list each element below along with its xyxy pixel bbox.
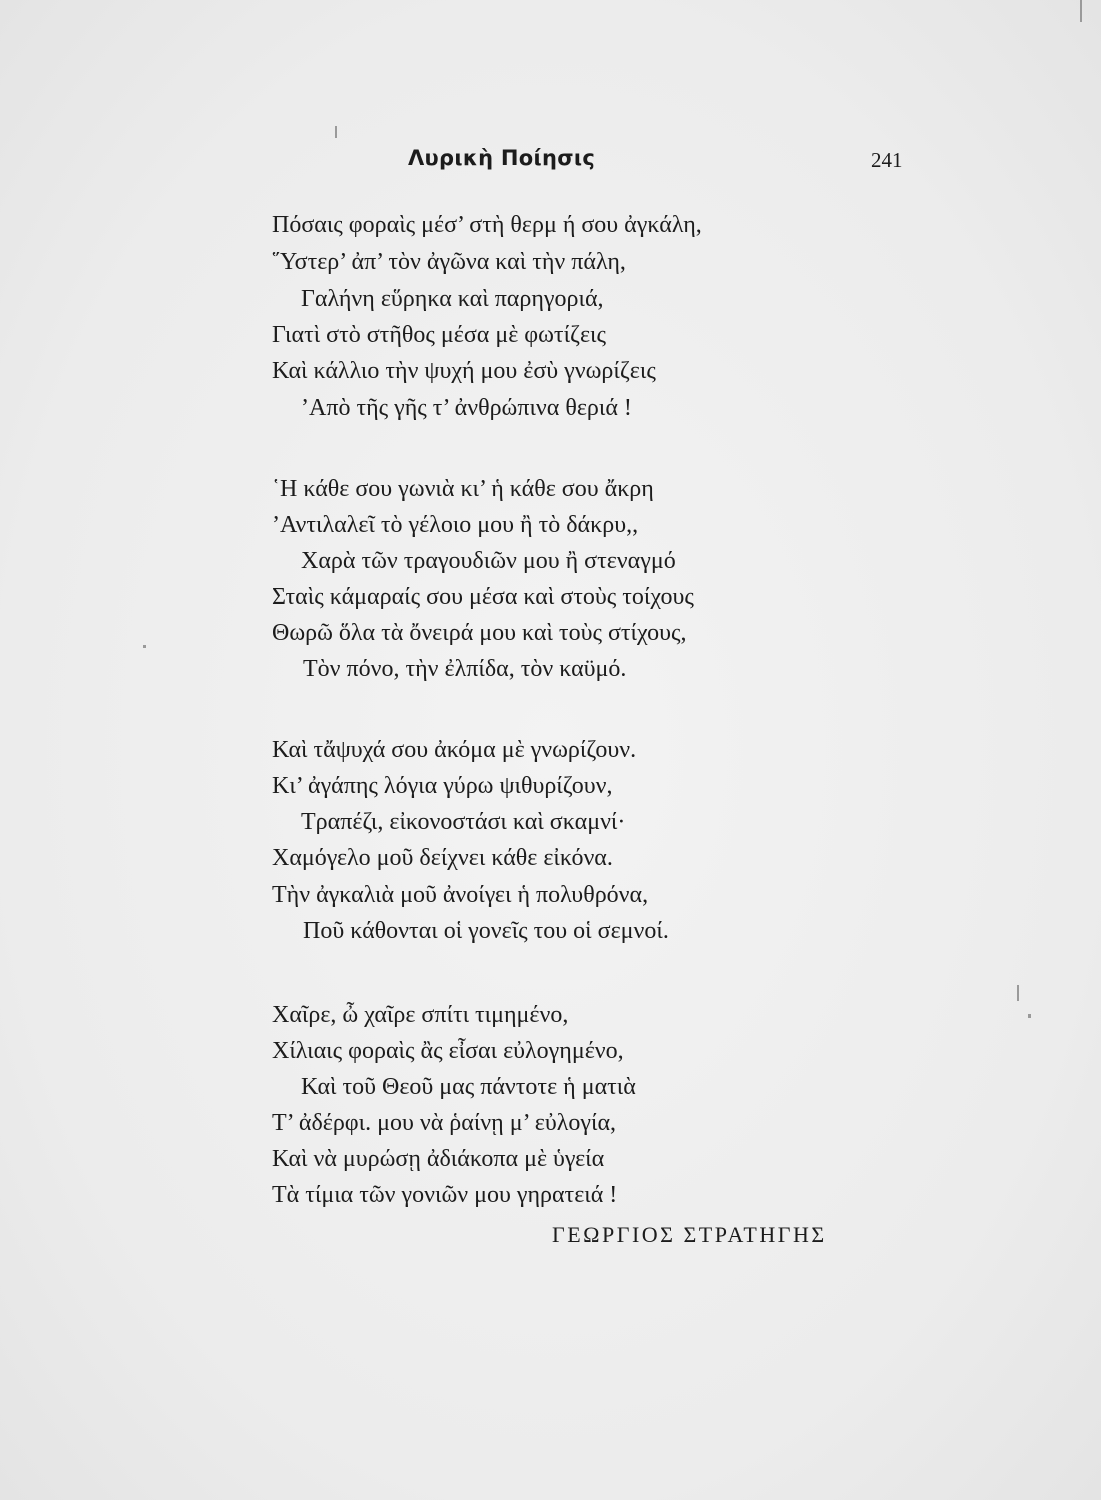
poem-line: ῞Υστερ’ ἀπ’ τὸν ἀγῶνα καὶ τὴν πάλη, [272,249,626,275]
scan-mark [1028,1014,1031,1018]
poem-line: Γιατὶ στὸ στῆθος μέσα μὲ φωτίζεις [272,322,607,348]
running-title: Λυρικὴ Ποίησις [408,146,596,170]
poem-line: Πόσαις φοραὶς μέσ’ στὴ θερμ ή σου ἀγκάλη, [272,212,702,238]
poem-line: Τὰ τίμια τῶν γονιῶν μου γηρατειά ! [272,1182,618,1208]
poem-line: Τραπέζι, εἰκονοστάσι καὶ σκαμνί· [301,809,626,835]
scan-mark [1080,0,1082,22]
author-signature: ΓΕΩΡΓΙΟΣ ΣΤΡΑΤΗΓΗΣ [552,1222,827,1247]
scan-mark [1017,985,1019,1001]
poem-line: Σταὶς κάμαραίς σου μέσα καὶ στοὺς τοίχους [272,584,694,610]
poem-line: Τὸν πόνο, τὴν ἐλπίδα, τὸν καϋμό. [303,656,627,682]
poem-line: Τὴν ἀγκαλιὰ μοῦ ἀνοίγει ἡ πολυθρόνα, [272,882,649,908]
poem-line: Καὶ τἄψυχά σου ἀκόμα μὲ γνωρίζουν. [272,737,637,763]
poem-line: Γαλήνη εὕρηκα καὶ παρηγοριά, [301,286,604,312]
poem-line: Τ’ ἀδέρφι. μου νὰ ῥαίνῃ μ’ εὐλογία, [272,1110,617,1136]
scan-mark [335,126,337,138]
scan-mark [143,645,146,648]
poem-line: Κι’ ἀγάπης λόγια γύρω ψιθυρίζουν, [272,773,613,799]
poem-line: Χίλιαις φοραὶς ἂς εἶσαι εὐλογημένο, [272,1038,624,1064]
poem-line: ’Απὸ τῆς γῆς τ’ ἀνθρώπινα θεριά ! [301,395,632,421]
poem-line: Θωρῶ ὅλα τὰ ὄνειρά μου καὶ τοὺς στίχους, [272,620,687,646]
poem-line: Καὶ κάλλιο τὴν ψυχή μου ἐσὺ γνωρίζεις [272,358,656,384]
poem-line: ῾Η κάθε σου γωνιὰ κι’ ἡ κάθε σου ἄκρη [272,476,654,502]
poem-line: Ποῦ κάθονται οἱ γονεῖς του οἱ σεμνοί. [303,918,669,944]
poem-line: Χαῖρε, ὦ χαῖρε σπίτι τιμημένο, [272,1002,569,1028]
poem-line: Καὶ νὰ μυρώσῃ ἀδιάκοπα μὲ ὑγεία [272,1146,605,1172]
poem-line: Χαρὰ τῶν τραγουδιῶν μου ἢ στεναγμό [301,548,676,574]
page-number: 241 [871,148,903,172]
poem-line: ’Αντιλαλεῖ τὸ γέλοιο μου ἢ τὸ δάκρυ,, [272,512,639,538]
poem-line: Καὶ τοῦ Θεοῦ μας πάντοτε ἡ ματιὰ [301,1074,636,1100]
poem-line: Χαμόγελο μοῦ δείχνει κάθε εἰκόνα. [272,845,613,871]
